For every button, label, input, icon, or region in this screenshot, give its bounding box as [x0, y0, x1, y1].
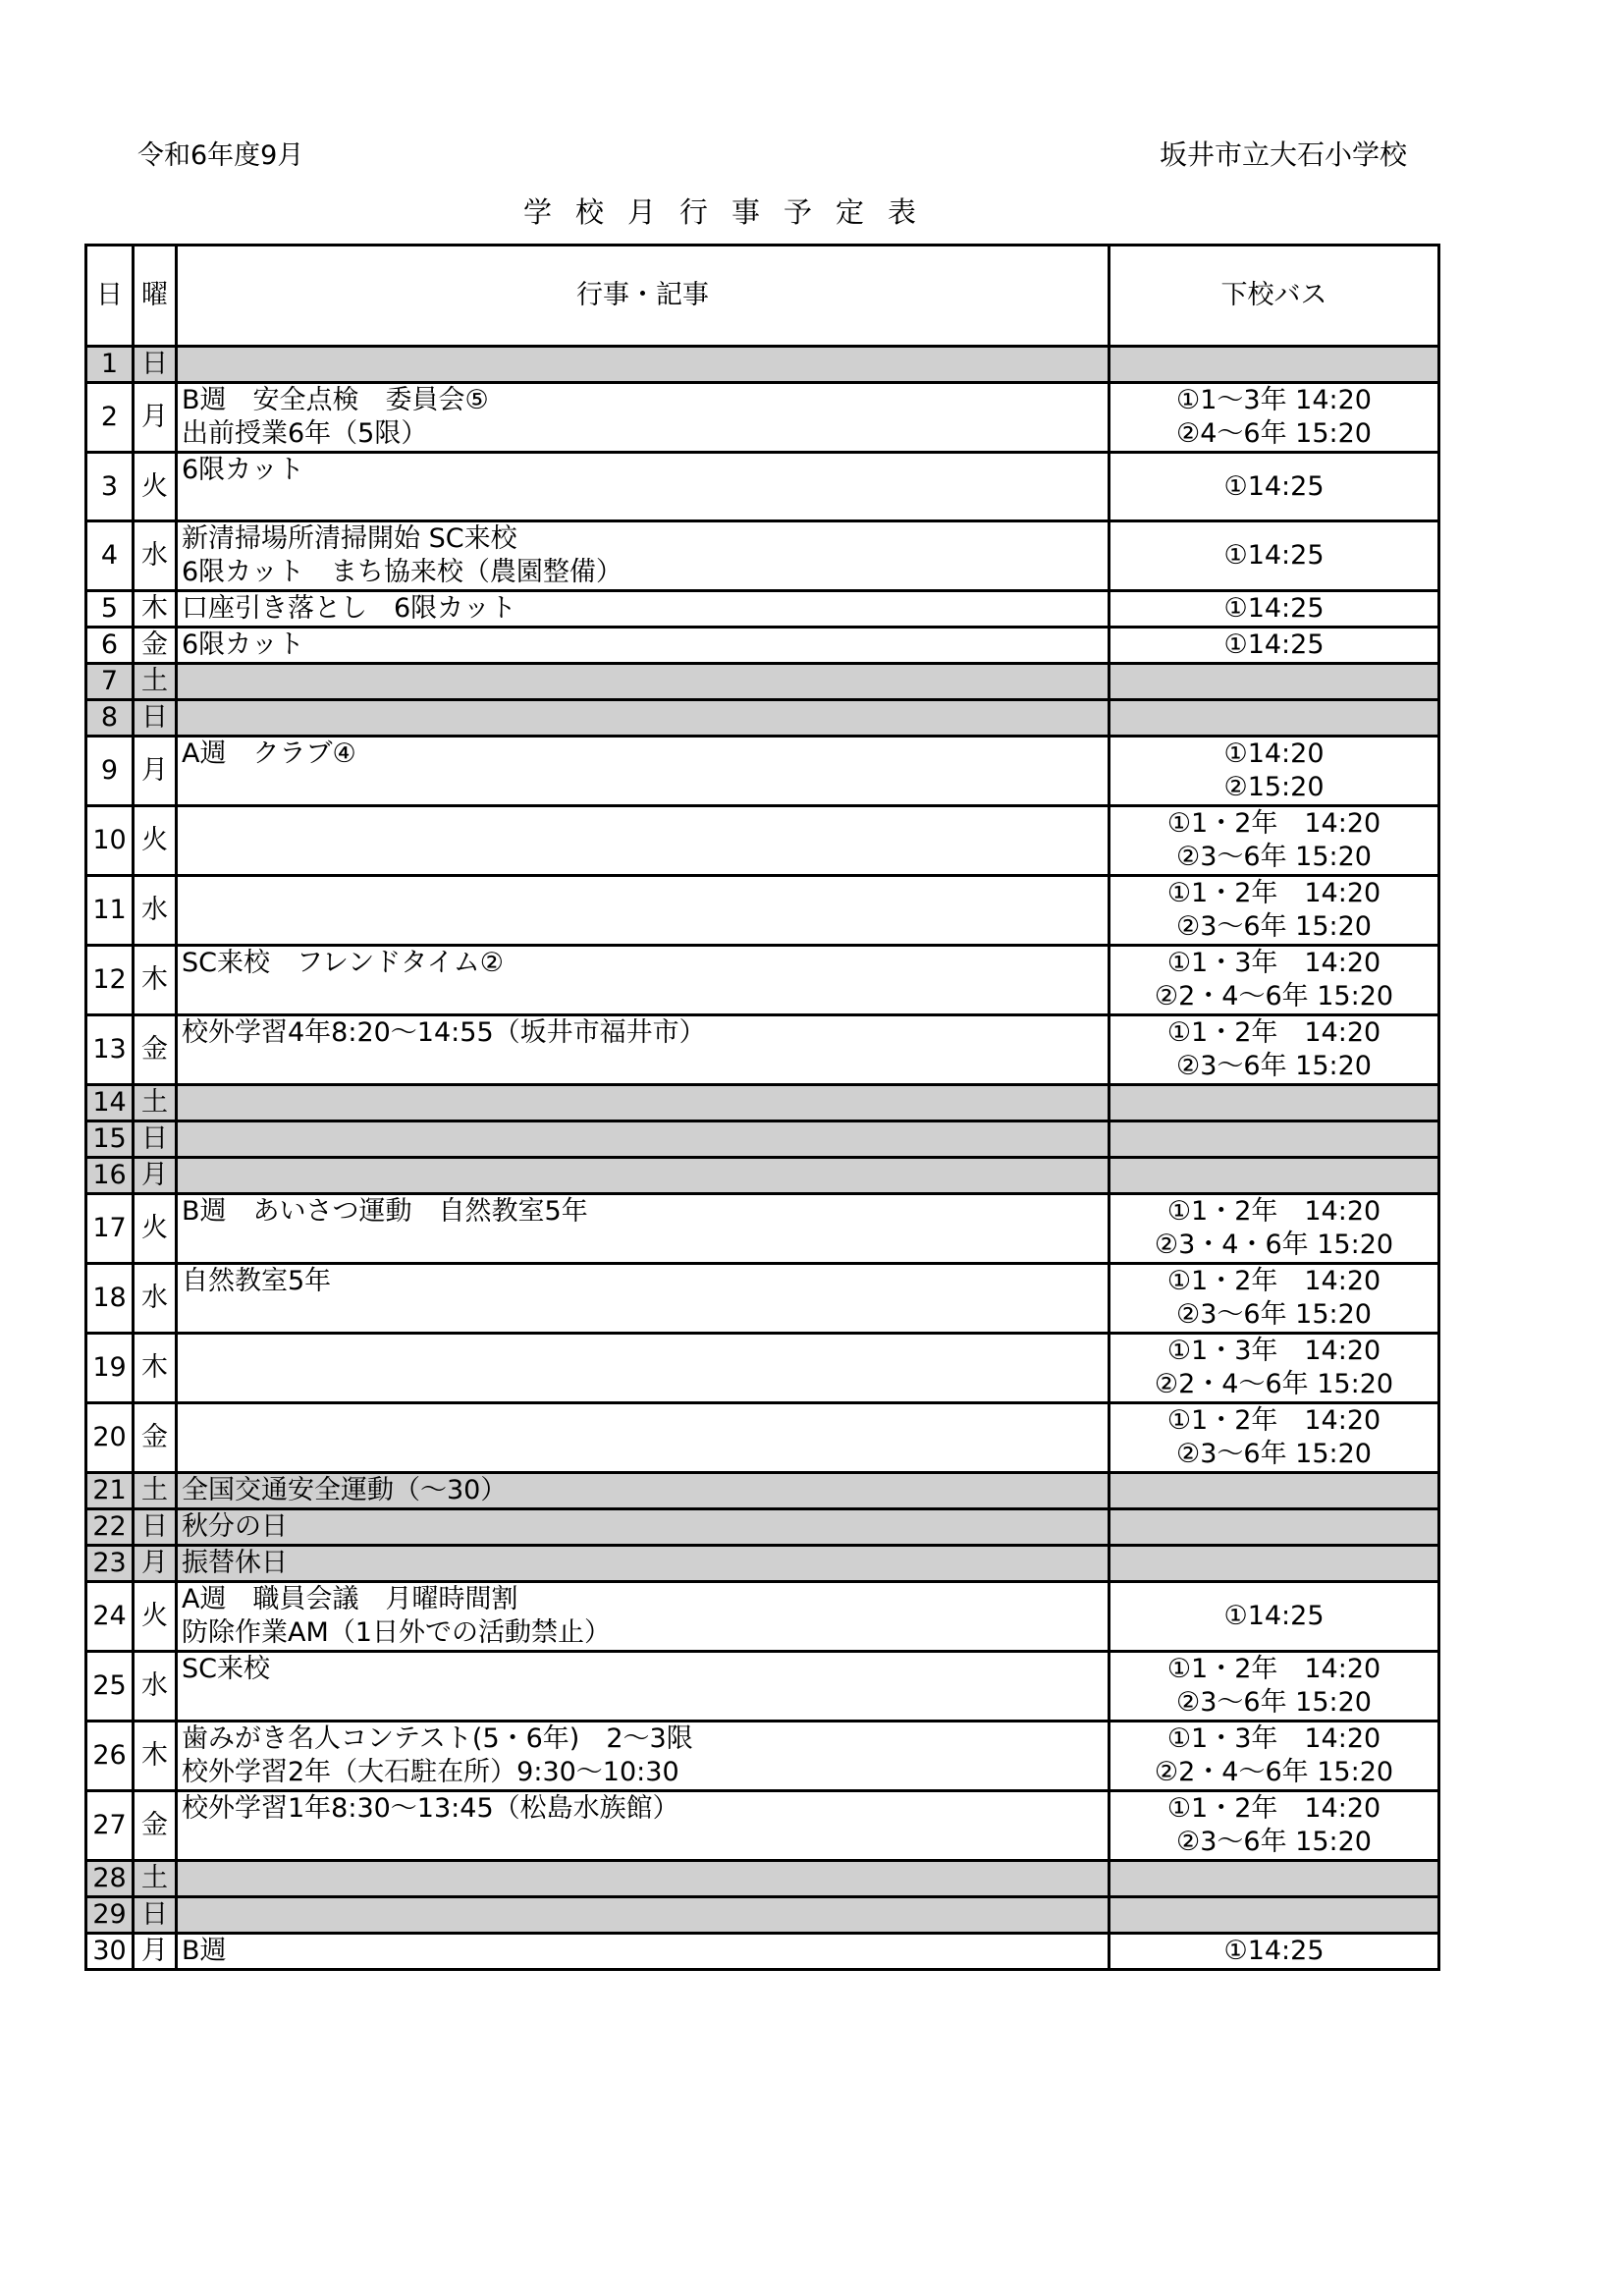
- bus-cell: [1110, 1897, 1439, 1934]
- weekday-cell: 火: [134, 806, 177, 876]
- day-cell: 17: [86, 1194, 134, 1264]
- bus-time: ②2・4～6年 15:20: [1154, 1757, 1394, 1787]
- bus-time: ②3～6年 15:20: [1176, 842, 1372, 872]
- bus-cell: [1110, 1722, 1439, 1791]
- weekday-cell: 土: [134, 1473, 177, 1509]
- bus-time: ②3～6年 15:20: [1176, 1051, 1372, 1081]
- table-row: [86, 1582, 1439, 1652]
- bus-cell: [1110, 591, 1439, 628]
- table-row: [86, 1264, 1439, 1334]
- bus-time: ②3～6年 15:20: [1176, 1687, 1372, 1718]
- column-header-events: 行事・記事: [177, 246, 1110, 347]
- bus-time: ②2・4～6年 15:20: [1154, 981, 1394, 1011]
- event-line: A週 職員会議 月曜時間割: [182, 1584, 518, 1614]
- event-line: 6限カット: [182, 629, 304, 660]
- table-row: [86, 521, 1439, 591]
- weekday-cell: 月: [134, 737, 177, 806]
- weekday-cell: 土: [134, 1085, 177, 1121]
- events-cell: [177, 1509, 1110, 1546]
- bus-time: ①14:25: [1223, 540, 1325, 571]
- events-cell: [177, 383, 1110, 453]
- bus-cell: [1110, 383, 1439, 453]
- day-cell: 24: [86, 1582, 134, 1652]
- table-row: [86, 1861, 1439, 1897]
- table-row: [86, 347, 1439, 383]
- events-cell: [177, 1652, 1110, 1722]
- day-cell: 14: [86, 1085, 134, 1121]
- event-line: B週 あいさつ運動 自然教室5年: [182, 1196, 588, 1227]
- weekday-cell: 土: [134, 664, 177, 700]
- table-row: [86, 1334, 1439, 1403]
- event-line: 校外学習1年8:30～13:45（松島水族館）: [182, 1793, 679, 1824]
- bus-time: ①14:25: [1223, 1936, 1325, 1966]
- weekday-cell: 木: [134, 1334, 177, 1403]
- table-row: [86, 1791, 1439, 1861]
- bus-cell: [1110, 1652, 1439, 1722]
- bus-time: ①14:20: [1223, 738, 1325, 769]
- weekday-cell: 木: [134, 1722, 177, 1791]
- table-row: [86, 1934, 1439, 1970]
- day-cell: 25: [86, 1652, 134, 1722]
- bus-cell: [1110, 1861, 1439, 1897]
- event-line: B週: [182, 1936, 227, 1966]
- table-row: [86, 1015, 1439, 1085]
- event-line: 秋分の日: [182, 1511, 288, 1542]
- event-line: SC来校: [182, 1654, 270, 1684]
- event-line: 全国交通安全運動（～30）: [182, 1475, 508, 1505]
- weekday-cell: 日: [134, 1897, 177, 1934]
- weekday-cell: 水: [134, 521, 177, 591]
- bus-cell: [1110, 1264, 1439, 1334]
- bus-time: ②4～6年 15:20: [1176, 418, 1372, 449]
- events-cell: [177, 1264, 1110, 1334]
- weekday-cell: 水: [134, 1652, 177, 1722]
- events-cell: [177, 1791, 1110, 1861]
- event-line: 歯みがき名人コンテスト(5・6年) 2～3限: [182, 1723, 693, 1754]
- bus-cell: [1110, 1791, 1439, 1861]
- day-cell: 6: [86, 628, 134, 664]
- day-cell: 27: [86, 1791, 134, 1861]
- day-cell: 4: [86, 521, 134, 591]
- day-cell: 12: [86, 946, 134, 1015]
- bus-time: ①14:25: [1223, 470, 1325, 502]
- bus-cell: [1110, 1334, 1439, 1403]
- events-cell: [177, 806, 1110, 876]
- column-header-weekday: 曜: [134, 246, 177, 347]
- events-cell: [177, 876, 1110, 946]
- table-row: [86, 383, 1439, 453]
- table-row: [86, 1546, 1439, 1582]
- weekday-cell: 金: [134, 1015, 177, 1085]
- table-header-row: [86, 246, 1439, 347]
- events-cell: [177, 1722, 1110, 1791]
- bus-time: ①1・2年 14:20: [1166, 808, 1381, 839]
- fiscal-month-label: 令和6年度9月: [137, 140, 304, 171]
- table-row: [86, 700, 1439, 737]
- event-line: 校外学習4年8:20～14:55（坂井市福井市）: [182, 1017, 706, 1048]
- table-row: [86, 876, 1439, 946]
- weekday-cell: 水: [134, 876, 177, 946]
- day-cell: 15: [86, 1121, 134, 1158]
- bus-cell: [1110, 1015, 1439, 1085]
- events-cell: [177, 591, 1110, 628]
- day-cell: 7: [86, 664, 134, 700]
- weekday-cell: 金: [134, 628, 177, 664]
- day-cell: 21: [86, 1473, 134, 1509]
- bus-cell: [1110, 664, 1439, 700]
- bus-cell: [1110, 1473, 1439, 1509]
- table-row: [86, 453, 1439, 521]
- bus-time: ①14:25: [1223, 593, 1325, 624]
- weekday-cell: 日: [134, 1121, 177, 1158]
- day-cell: 29: [86, 1897, 134, 1934]
- event-line: 振替休日: [182, 1548, 288, 1578]
- weekday-cell: 月: [134, 383, 177, 453]
- day-cell: 8: [86, 700, 134, 737]
- events-cell: [177, 1015, 1110, 1085]
- table-row: [86, 1509, 1439, 1546]
- table-row: [86, 1121, 1439, 1158]
- events-cell: [177, 700, 1110, 737]
- bus-cell: [1110, 1509, 1439, 1546]
- schedule-body: [86, 347, 1439, 1970]
- day-cell: 10: [86, 806, 134, 876]
- day-cell: 1: [86, 347, 134, 383]
- bus-cell: [1110, 1194, 1439, 1264]
- weekday-cell: 日: [134, 1509, 177, 1546]
- day-cell: 2: [86, 383, 134, 453]
- day-cell: 11: [86, 876, 134, 946]
- bus-cell: [1110, 1403, 1439, 1473]
- event-line: 防除作業AM（1日外での活動禁止）: [182, 1617, 611, 1648]
- weekday-cell: 日: [134, 347, 177, 383]
- weekday-cell: 月: [134, 1934, 177, 1970]
- event-line: B週 安全点検 委員会⑤: [182, 385, 489, 415]
- events-cell: [177, 1403, 1110, 1473]
- weekday-cell: 金: [134, 1791, 177, 1861]
- table-row: [86, 737, 1439, 806]
- bus-cell: [1110, 453, 1439, 521]
- events-cell: [177, 1085, 1110, 1121]
- bus-time: ①1・2年 14:20: [1166, 1196, 1381, 1227]
- weekday-cell: 月: [134, 1158, 177, 1194]
- day-cell: 23: [86, 1546, 134, 1582]
- table-row: [86, 1403, 1439, 1473]
- bus-time: ②3～6年 15:20: [1176, 1827, 1372, 1857]
- table-row: [86, 946, 1439, 1015]
- bus-time: ②3～6年 15:20: [1176, 1439, 1372, 1469]
- weekday-cell: 水: [134, 1264, 177, 1334]
- event-line: 出前授業6年（5限）: [182, 418, 428, 449]
- day-cell: 19: [86, 1334, 134, 1403]
- weekday-cell: 土: [134, 1861, 177, 1897]
- bus-cell: [1110, 628, 1439, 664]
- event-line: 校外学習2年（大石駐在所）9:30～10:30: [182, 1757, 679, 1787]
- table-row: [86, 1194, 1439, 1264]
- weekday-cell: 日: [134, 700, 177, 737]
- bus-cell: [1110, 1546, 1439, 1582]
- bus-cell: [1110, 1582, 1439, 1652]
- bus-time: ①1・2年 14:20: [1166, 1017, 1381, 1048]
- events-cell: [177, 1861, 1110, 1897]
- bus-time: ②3～6年 15:20: [1176, 1299, 1372, 1330]
- bus-time: ①1・3年 14:20: [1166, 948, 1381, 978]
- schedule-table: [84, 244, 1440, 1971]
- bus-cell: [1110, 347, 1439, 383]
- bus-time: ①1・2年 14:20: [1166, 1793, 1381, 1824]
- weekday-cell: 火: [134, 453, 177, 521]
- day-cell: 26: [86, 1722, 134, 1791]
- table-row: [86, 1897, 1439, 1934]
- events-cell: [177, 1334, 1110, 1403]
- bus-cell: [1110, 521, 1439, 591]
- bus-cell: [1110, 1158, 1439, 1194]
- bus-time: ②3～6年 15:20: [1176, 911, 1372, 942]
- event-line: A週 クラブ④: [182, 738, 356, 769]
- events-cell: [177, 1121, 1110, 1158]
- weekday-cell: 火: [134, 1582, 177, 1652]
- table-row: [86, 664, 1439, 700]
- day-cell: 9: [86, 737, 134, 806]
- bus-cell: [1110, 806, 1439, 876]
- events-cell: [177, 1934, 1110, 1970]
- day-cell: 28: [86, 1861, 134, 1897]
- event-line: 新清掃場所清掃開始 SC来校: [182, 523, 517, 554]
- bus-cell: [1110, 876, 1439, 946]
- weekday-cell: 火: [134, 1194, 177, 1264]
- bus-time: ①1・2年 14:20: [1166, 1266, 1381, 1296]
- events-cell: [177, 664, 1110, 700]
- table-row: [86, 1473, 1439, 1509]
- bus-time: ①14:25: [1223, 1601, 1325, 1631]
- day-cell: 5: [86, 591, 134, 628]
- bus-time: ②15:20: [1223, 772, 1325, 802]
- weekday-cell: 月: [134, 1546, 177, 1582]
- weekday-cell: 木: [134, 591, 177, 628]
- event-line: SC来校 フレンドタイム②: [182, 948, 504, 978]
- event-line: 口座引き落とし 6限カット: [182, 593, 516, 624]
- events-cell: [177, 347, 1110, 383]
- bus-time: ②3・4・6年 15:20: [1154, 1230, 1394, 1260]
- bus-time: ①14:25: [1223, 629, 1325, 660]
- event-line: 自然教室5年: [182, 1266, 332, 1296]
- day-cell: 20: [86, 1403, 134, 1473]
- day-cell: 18: [86, 1264, 134, 1334]
- day-cell: 30: [86, 1934, 134, 1970]
- bus-cell: [1110, 737, 1439, 806]
- bus-cell: [1110, 1085, 1439, 1121]
- bus-cell: [1110, 1934, 1439, 1970]
- events-cell: [177, 1897, 1110, 1934]
- events-cell: [177, 521, 1110, 591]
- events-cell: [177, 1473, 1110, 1509]
- event-line: 6限カット: [182, 455, 304, 485]
- school-name: 坂井市立大石小学校: [1160, 138, 1408, 171]
- bus-time: ①1・2年 14:20: [1166, 1405, 1381, 1436]
- events-cell: [177, 946, 1110, 1015]
- events-cell: [177, 453, 1110, 521]
- table-row: [86, 1722, 1439, 1791]
- event-line: 6限カット まち協来校（農園整備）: [182, 557, 623, 587]
- events-cell: [177, 1194, 1110, 1264]
- bus-time: ①1・2年 14:20: [1166, 1654, 1381, 1684]
- events-cell: [177, 737, 1110, 806]
- column-header-bus: 下校バス: [1110, 246, 1439, 347]
- day-cell: 16: [86, 1158, 134, 1194]
- bus-time: ①1・3年 14:20: [1166, 1336, 1381, 1366]
- weekday-cell: 金: [134, 1403, 177, 1473]
- table-row: [86, 591, 1439, 628]
- table-row: [86, 1085, 1439, 1121]
- day-cell: 3: [86, 453, 134, 521]
- bus-cell: [1110, 1121, 1439, 1158]
- table-row: [86, 1652, 1439, 1722]
- bus-time: ①1～3年 14:20: [1176, 385, 1372, 415]
- table-row: [86, 1158, 1439, 1194]
- bus-time: ①1・3年 14:20: [1166, 1723, 1381, 1754]
- events-cell: [177, 628, 1110, 664]
- events-cell: [177, 1158, 1110, 1194]
- table-row: [86, 628, 1439, 664]
- bus-time: ①1・2年 14:20: [1166, 878, 1381, 908]
- bus-cell: [1110, 700, 1439, 737]
- bus-cell: [1110, 946, 1439, 1015]
- weekday-cell: 木: [134, 946, 177, 1015]
- page-title: 学校月行事予定表: [523, 195, 941, 229]
- day-cell: 22: [86, 1509, 134, 1546]
- table-row: [86, 806, 1439, 876]
- bus-time: ②2・4～6年 15:20: [1154, 1369, 1394, 1399]
- events-cell: [177, 1546, 1110, 1582]
- column-header-day: 日: [86, 246, 134, 347]
- day-cell: 13: [86, 1015, 134, 1085]
- events-cell: [177, 1582, 1110, 1652]
